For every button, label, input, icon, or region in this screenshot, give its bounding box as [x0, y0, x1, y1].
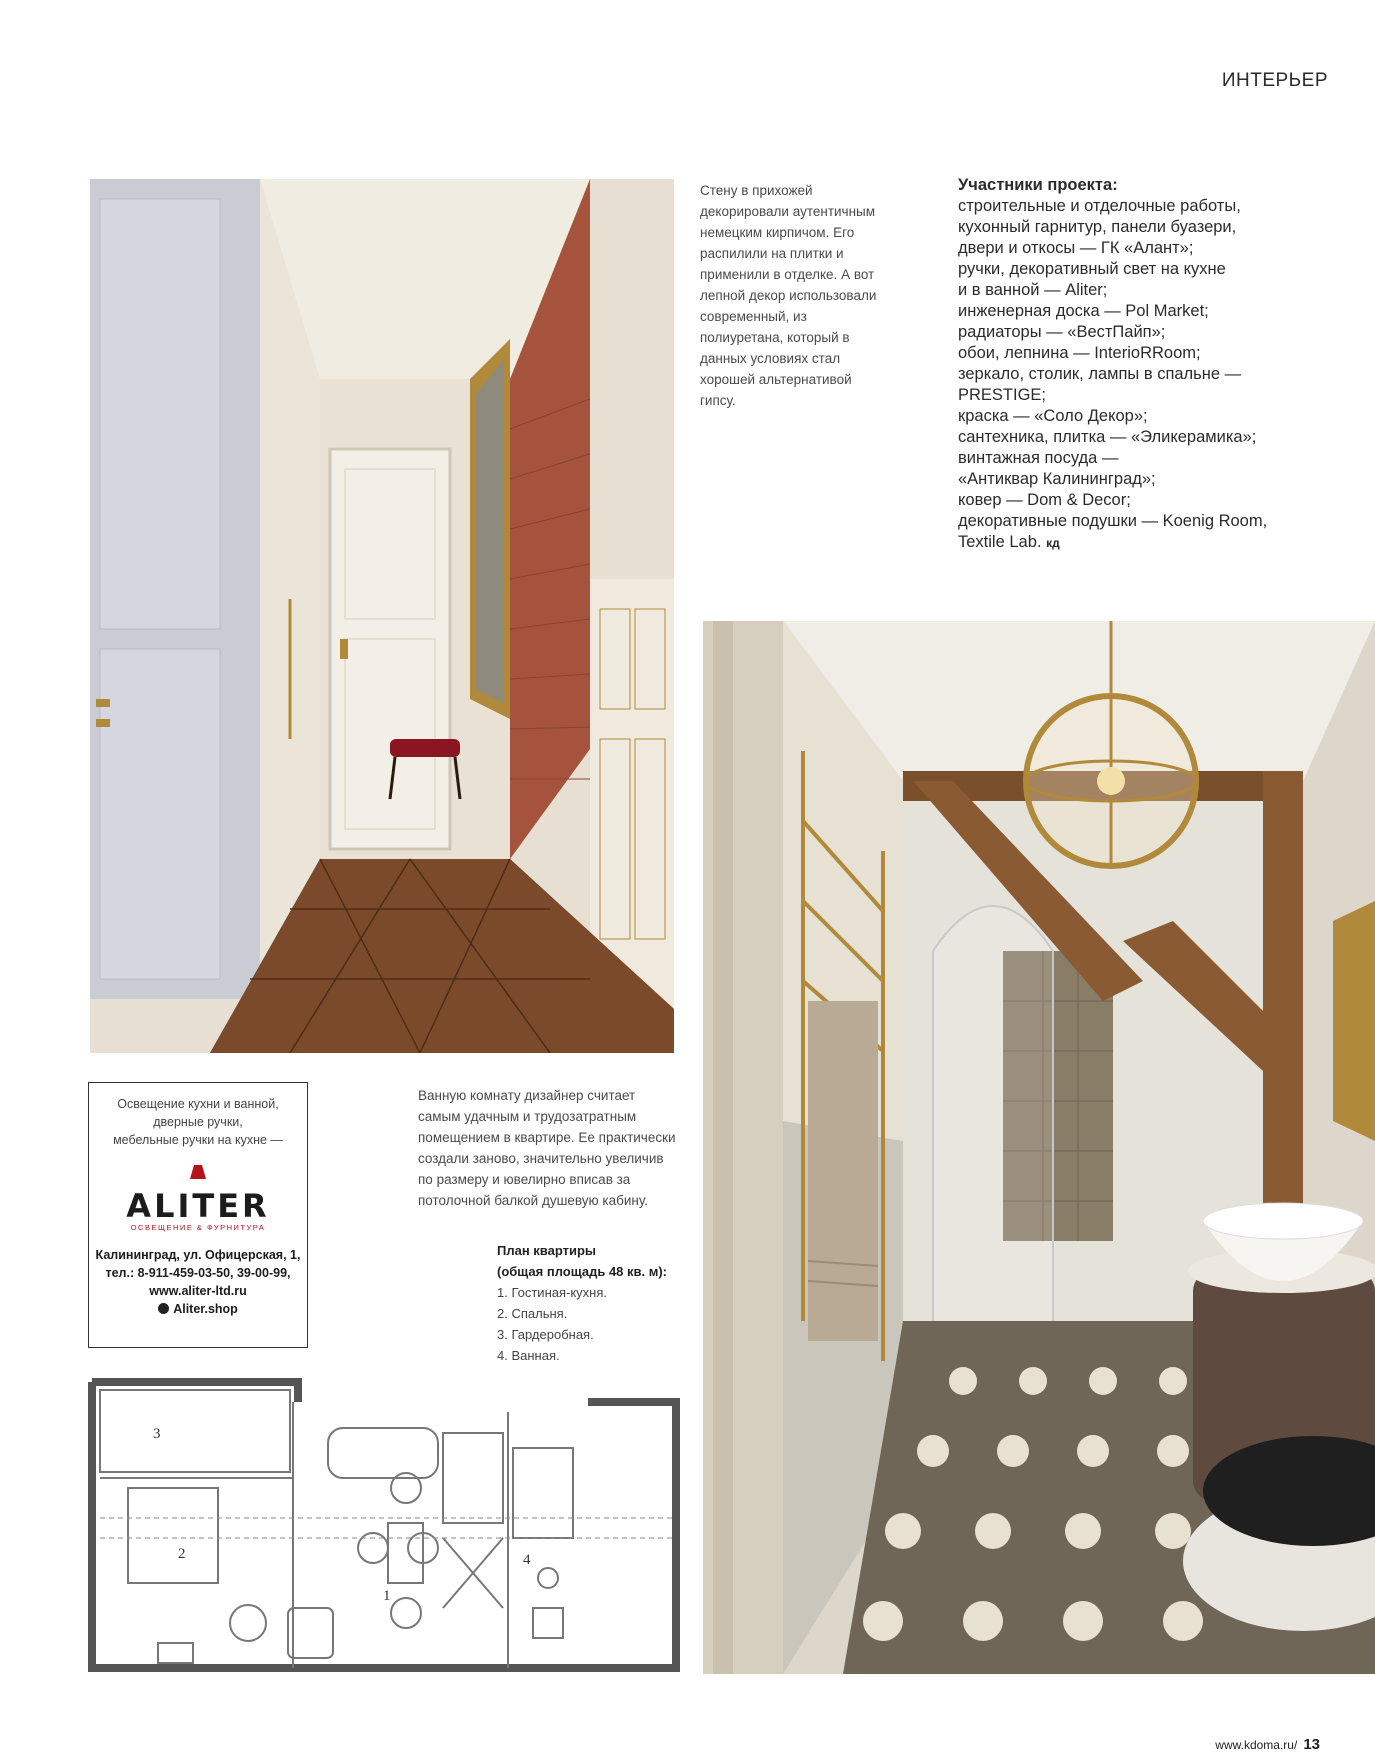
room-label: 1	[383, 1588, 391, 1604]
floor-plan	[88, 1378, 680, 1672]
participant-line: и в ванной — Aliter;	[958, 281, 1108, 299]
plan-title: План квартиры	[497, 1243, 597, 1258]
ad-intro-line: мебельные ручки на кухне —	[113, 1133, 283, 1147]
ad-intro-line: Освещение кухни и ванной,	[117, 1097, 279, 1111]
hallway-photo	[90, 179, 674, 1053]
participant-line: PRESTIGE;	[958, 386, 1047, 404]
participants-block	[958, 175, 1298, 554]
ad-intro-line: дверные ручки,	[153, 1115, 243, 1129]
room-label: 4	[523, 1552, 531, 1568]
end-mark: кд	[1046, 536, 1060, 550]
ad-shop-link[interactable]: Aliter.shop	[173, 1302, 238, 1316]
participant-line: кухонный гарнитур, панели буазери,	[958, 218, 1237, 236]
telegram-icon	[158, 1303, 169, 1314]
section-title: ИНТЕРЬЕР	[1221, 70, 1328, 91]
aliter-tagline: ОСВЕЩЕНИЕ & ФУРНИТУРА	[130, 1223, 266, 1232]
participant-line: краска — «Соло Декор»;	[958, 407, 1148, 425]
caption-bathroom: Ванную комнату дизайнер считает самым удачным и трудозатратным помещением в квартире. Ее практически создали заново, значительно увеличив по размеру и ювелирно вписав за потолочной балкой душевую кабину.	[418, 1088, 676, 1208]
room-label: 2	[178, 1546, 186, 1562]
plan-item: 4. Ванная.	[497, 1348, 560, 1363]
plan-item: 2. Спальня.	[497, 1306, 568, 1321]
participant-line: винтажная посуда —	[958, 449, 1119, 467]
lamp-icon	[190, 1165, 206, 1179]
page-number: 13	[1303, 1736, 1320, 1753]
participant-line: Textile Lab.	[958, 533, 1042, 551]
participant-line: обои, лепнина — InterioRRoom;	[958, 344, 1201, 362]
aliter-logo: ALITER	[126, 1187, 270, 1225]
room-label: 3	[153, 1426, 161, 1442]
participant-line: сантехника, плитка — «Эликерамика»;	[958, 428, 1257, 446]
participants-title: Участники проекта:	[958, 176, 1118, 194]
ad-address: Калининград, ул. Офицерская, 1,	[95, 1248, 301, 1262]
bathroom-photo	[703, 621, 1375, 1674]
caption-wall: Стену в прихожей декорировали аутентичным немецким кирпичом. Его распилили на плитки и применили в отделке. А вот лепной декор использовали современный, из полиуретана, который в данных условиях стал хорошей альтернативой гипсу.	[700, 183, 877, 408]
participant-line: строительные и отделочные работы,	[958, 197, 1241, 215]
ad-phones: тел.: 8-911-459-03-50, 39-00-99,	[105, 1266, 291, 1280]
footer-url[interactable]: www.kdoma.ru/	[1215, 1738, 1298, 1752]
participant-line: декоративные подушки — Koenig Room,	[958, 512, 1268, 530]
participant-line: зеркало, столик, лампы в спальне —	[958, 365, 1242, 383]
participant-line: инженерная доска — Pol Market;	[958, 302, 1209, 320]
aliter-ad	[88, 1082, 308, 1348]
plan-legend	[497, 1240, 697, 1366]
participant-line: двери и откосы — ГК «Алант»;	[958, 239, 1194, 257]
plan-item: 3. Гардеробная.	[497, 1327, 594, 1342]
page-footer	[1150, 1736, 1320, 1753]
ad-site-link[interactable]: www.aliter-ltd.ru	[149, 1284, 247, 1298]
participant-line: ковер — Dom & Decor;	[958, 491, 1131, 509]
participant-line: «Антиквар Калининград»;	[958, 470, 1156, 488]
participant-line: ручки, декоративный свет на кухне	[958, 260, 1226, 278]
plan-subtitle: (общая площадь 48 кв. м):	[497, 1264, 668, 1279]
plan-item: 1. Гостиная-кухня.	[497, 1285, 608, 1300]
participant-line: радиаторы — «ВестПайп»;	[958, 323, 1166, 341]
